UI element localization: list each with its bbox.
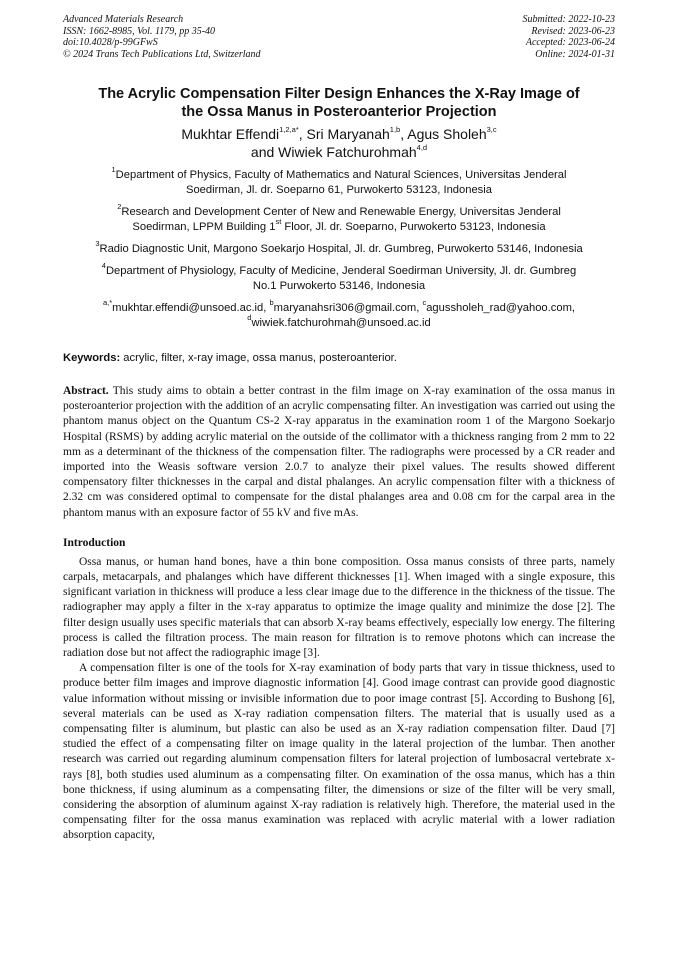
affiliation-2-sup: 2 bbox=[117, 202, 122, 212]
email-b-sup: b bbox=[269, 298, 274, 308]
affiliation-3 bbox=[63, 239, 615, 257]
affiliation-1-line-2: Soedirman, Jl. dr. Soeparno 61, Purwokerto 53123, Indonesia bbox=[186, 184, 492, 196]
author-1: Mukhtar Effendi bbox=[181, 126, 280, 142]
affiliation-4-sup: 4 bbox=[101, 261, 106, 271]
author-3-sup: 3,c bbox=[486, 125, 497, 135]
affiliation-2-line-2 bbox=[63, 217, 615, 235]
affiliation-2-floor-sup: st bbox=[275, 217, 282, 227]
author-list bbox=[63, 125, 615, 161]
affiliation-2-line-1: Research and Development Center of New and Renewable Energy, Universitas Jenderal bbox=[121, 206, 561, 218]
affiliation-4-line-2: No.1 Purwokerto 53146, Indonesia bbox=[252, 280, 426, 292]
abstract-text: This study aims to obtain a better contrast in the film image on X-ray examination of the ossa manus in posteroanterior projection with the addition of an acrylic compensating filter. An investigation was carried out using the phantom manus object on the Quantum CS-2 X-ray apparatus in the examination room 1 of the Margono Soekarjo Hospital (RSMS) by adding acrylic material on the outside of the collimator with a thickness ranging from 2 mm to 22 mm as a determinant of the thickness of the compensation filter. The radiographs were processed by a CR reader and imported into the Weasis software version 2.0.7 to analyze their pixel values. The results showed different compensatory filter thicknesses in the carpal and distal phalanges. An acrylic compensation filter with a thickness of 2.32 cm was considered optimal to compensate for the distal phalanges area and 0.08 cm for the carpal area in the phantom manus with an exposure factor of 55 kV and five mAs. bbox=[63, 385, 615, 519]
affiliation-1 bbox=[63, 165, 615, 198]
date-submitted: Submitted: 2022-10-23 bbox=[522, 14, 615, 25]
keywords-label: Keywords: bbox=[63, 352, 121, 364]
journal-doi: doi:10.4028/p-99GFwS bbox=[63, 37, 158, 48]
author-4-sup: 4,d bbox=[416, 143, 428, 153]
email-d-sup: d bbox=[247, 313, 252, 323]
email-b[interactable]: maryanahsri306@gmail.com, bbox=[273, 302, 423, 314]
paper-title bbox=[63, 85, 615, 121]
journal-info bbox=[63, 14, 261, 60]
journal-copyright: © 2024 Trans Tech Publications Ltd, Switzerland bbox=[63, 48, 261, 60]
author-line-2 bbox=[63, 143, 615, 161]
affiliation-2-line-2a: Soedirman, LPPM Building 1 bbox=[132, 221, 276, 233]
email-c-sup: c bbox=[422, 298, 427, 308]
keywords bbox=[63, 351, 615, 366]
affiliation-2 bbox=[63, 202, 615, 235]
affiliation-1-sup: 1 bbox=[111, 165, 116, 175]
author-line-1 bbox=[63, 125, 615, 143]
author-1-sup: 1,2,a* bbox=[279, 125, 299, 135]
title-line-2: the Ossa Manus in Posteroanterior Projection bbox=[181, 104, 497, 120]
date-online: Online: 2024-01-31 bbox=[535, 48, 615, 60]
paper-page bbox=[63, 14, 615, 844]
journal-issn: ISSN: 1662-8985, Vol. 1179, pp 35-40 bbox=[63, 25, 216, 37]
affiliation-4 bbox=[63, 261, 615, 294]
date-revised: Revised: 2023-06-23 bbox=[531, 25, 615, 37]
author-2: , Sri Maryanah bbox=[298, 126, 390, 142]
introduction-paragraph-2: A compensation filter is one of the tools for X-ray examination of body parts that vary in tissue thickness, used to produce better film images and improve diagnostic information [4]. Good image contrast can provide good diagnostic value information without missing or invisible information due to poor image contrast [5]. According to Bushong [6], several materials can be used as X-ray radiation compensation filters. The material that is usually used as a compensating filter is aluminum, but plastic can also be used as an X-ray radiation compensation filter. Daud [7] studied the effect of a compensating filter on image quality in the lateral projection of the lumbar. Then another research was carried out regarding aluminum compensation filters for lateral projection of lumbosacral vertebrate x-rays [8], both studies used aluminum as a compensating filter. On examination of the ossa manus, which has a thin bone thickness, if using aluminum as a compensating filter, the dimensions or size of the filter will be very small, considering the absorption of aluminum against X-ray radiation is relatively high. Therefore, the material used in the compensating filter for the ossa manus examination was replaced with acrylic material with a lower radiation absorption capacity, bbox=[63, 662, 615, 842]
abstract bbox=[63, 384, 615, 521]
journal-name: Advanced Materials Research bbox=[63, 14, 184, 25]
keywords-text: acrylic, filter, x-ray image, ossa manus, posteroanterior. bbox=[120, 352, 397, 364]
title-line-1: The Acrylic Compensation Filter Design Enhances the X-Ray Image of bbox=[98, 86, 580, 102]
author-2-sup: 1,b bbox=[389, 125, 401, 135]
section-heading-introduction: Introduction bbox=[63, 536, 126, 549]
email-a-sup: a,* bbox=[102, 298, 113, 308]
article-dates bbox=[523, 14, 616, 60]
email-a[interactable]: mukhtar.effendi@unsoed.ac.id, bbox=[112, 302, 270, 314]
date-accepted: Accepted: 2023-06-24 bbox=[525, 37, 615, 48]
author-3: , Agus Sholeh bbox=[400, 126, 487, 142]
affiliation-3-line-1: Radio Diagnostic Unit, Margono Soekarjo Hospital, Jl. dr. Gumbreg, Purwokerto 53146, Indonesia bbox=[99, 243, 583, 255]
introduction-paragraph-1: Ossa manus, or human hand bones, have a thin bone composition. Ossa manus consists of three parts, namely carpals, metacarpals, and phalanges which have different thicknesses [1]. When imaged with a single exposure, this significant variation in thickness will produce a less clear image due to the difference in the thickness of the tissue. The radiographer may apply a filter in the x-ray apparatus to optimize the image quality and minimize the dose [2]. The filter design usually uses specific materials that can absorb X-ray beams effectively, especially low energy. The filtering process is called the filtration process. The main reason for filtration is to remove photons which can increase the radiation dose but not affect the radiographic image [3]. bbox=[63, 555, 615, 660]
affiliation-2-line-2b: Floor, Jl. dr. Soeparno, Purwokerto 53123, Indonesia bbox=[281, 221, 546, 233]
affiliation-1-line-1: Department of Physics, Faculty of Mathematics and Natural Sciences, Universitas Jenderal bbox=[115, 169, 567, 181]
email-d[interactable]: wiwiek.fatchurohmah@unsoed.ac.id bbox=[251, 317, 431, 329]
author-emails bbox=[63, 298, 615, 331]
affiliation-3-sup: 3 bbox=[95, 239, 100, 249]
email-c[interactable]: agussholeh_rad@yahoo.com, bbox=[426, 302, 575, 314]
affiliation-4-line-1: Department of Physiology, Faculty of Medicine, Jenderal Soedirman University, Jl. dr. Gumbreg bbox=[105, 265, 577, 277]
journal-header bbox=[63, 14, 615, 60]
author-4: and Wiwiek Fatchurohmah bbox=[250, 144, 417, 160]
abstract-label: Abstract. bbox=[63, 385, 109, 397]
